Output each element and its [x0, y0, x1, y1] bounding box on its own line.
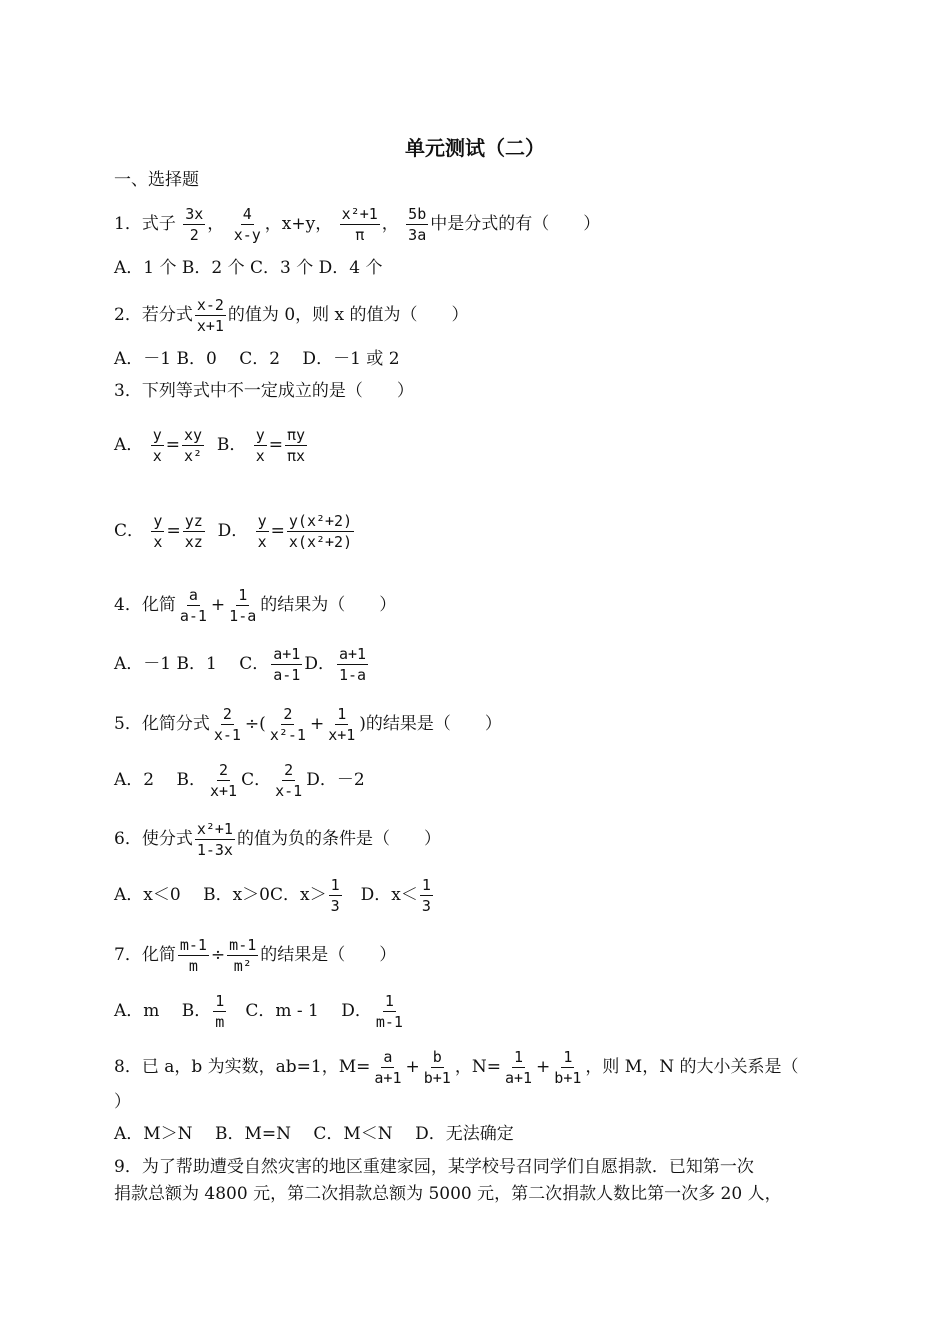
fraction: $\frac{m-1}{\text{m²}}$	[229, 936, 257, 975]
question-1: 1．式子 $\frac{3x}{2}$ ， $\frac{4}{x-y}$ ，x+y， $\frac{\text{x²+1}}{\pi}$ ， $\frac{5b}{3a}$ 中是分式的有（ ）	[114, 205, 601, 244]
fraction: $\frac{y}{x}$	[255, 426, 265, 465]
fraction: $\frac{1}{3}$	[421, 876, 431, 915]
fraction: $\frac{\text{x²+1}}{1-3x}$	[196, 820, 233, 859]
fraction: $\frac{\pi y}{\pi x}$	[287, 426, 306, 465]
fraction: $\frac{4}{x-y}$	[233, 205, 261, 244]
question-7: 7．化简 $\frac{m-1}{m}$ ÷ $\frac{m-1}{\text{m²}}$ 的结果是（ ）	[114, 936, 397, 975]
question-7-options: A．m B． $\frac{1}{m}$ C．m - 1 D． $\frac{1}{m-1}$	[114, 992, 403, 1031]
fraction: $\frac{1}{m-1}$	[375, 992, 403, 1031]
fraction: $\frac{1}{x+1}$	[328, 705, 356, 744]
fraction: $\frac{1}{b+1}$	[554, 1048, 582, 1087]
question-8-options: A．M＞N B．M=N C．M＜N D．无法确定	[114, 1124, 514, 1144]
fraction: $\frac{1}{a+1}$	[504, 1048, 533, 1087]
question-6-options: A．x＜0 B．x＞0C．x＞ $\frac{1}{3}$ D．x＜ $\frac{1}{3}$	[114, 876, 431, 915]
fraction: $\frac{2}{x-1}$	[275, 761, 303, 800]
question-3-options-ab: A． $\frac{y}{x}$ = $\frac{xy}{\text{x²}}$ B． $\frac{y}{x}$ = $\frac{\pi y}{\pi x}$	[114, 426, 306, 465]
fraction: $\frac{y}{x}$	[153, 512, 163, 551]
fraction: $\frac{5b}{3a}$	[408, 205, 427, 244]
fraction: $\frac{3x}{2}$	[185, 205, 204, 244]
question-5-options: A．2 B． $\frac{2}{x+1}$ C． $\frac{2}{x-1}$ D．－2	[114, 761, 365, 800]
fraction: $\frac{y}{x}$	[152, 426, 162, 465]
fraction: $\frac{a}{a-1}$	[179, 586, 207, 625]
fraction: $\frac{xy}{\text{x²}}$	[183, 426, 203, 465]
fraction: $\frac{\text{x²+1}}{\pi}$	[341, 205, 378, 244]
question-8-wrap: ）	[114, 1092, 131, 1112]
fraction: $\frac{1}{m}$	[215, 992, 225, 1031]
question-3: 3．下列等式中不一定成立的是（ ）	[114, 381, 414, 401]
fraction: $\frac{2}{x+1}$	[210, 761, 238, 800]
fraction: $\frac{2}{x-1}$	[213, 705, 241, 744]
fraction: $\frac{a+1}{a-1}$	[273, 645, 301, 684]
fraction: $\frac{1}{3}$	[330, 876, 340, 915]
fraction: $\frac{yz}{xz}$	[184, 512, 203, 551]
question-2: 2．若分式 $\frac{x-2}{x+1}$ 的值为 0，则 x 的值为（ ）	[114, 296, 469, 335]
fraction: $\frac{y}{x}$	[257, 512, 267, 551]
fraction: $\frac{b}{b+1}$	[423, 1048, 451, 1087]
question-9-line-2: 捐款总额为 4800 元，第二次捐款总额为 5000 元，第二次捐款人数比第一次多 20 人，	[114, 1184, 782, 1204]
question-4: 4．化简 $\frac{a}{a-1}$ + $\frac{1}{1-a}$ 的结果为（ ）	[114, 586, 397, 625]
question-6: 6．使分式 $\frac{\text{x²+1}}{1-3x}$ 的值为负的条件是（ ）	[114, 820, 441, 859]
fraction: $\frac{2}{\text{x²-1}}$	[269, 705, 306, 744]
question-5: 5．化简分式 $\frac{2}{x-1}$ ÷( $\frac{2}{\text{x²-1}}$ + $\frac{1}{x+1}$ )的结果是（ ）	[114, 705, 502, 744]
question-4-options: A．－1 B．1 C． $\frac{a+1}{a-1}$ D． $\frac{a+1}{1-a}$	[114, 645, 367, 684]
fraction: $\frac{1}{1-a}$	[229, 586, 257, 625]
question-8: 8．已 a，b 为实数，ab=1，M= $\frac{a}{a+1}$ + $\frac{b}{b+1}$ ，N= $\frac{1}{a+1}$ + $\frac{1}{b+1}$ ，则 M，N 的大小关系是（	[114, 1048, 799, 1087]
fraction: $\frac{x-2}{x+1}$	[196, 296, 224, 335]
fraction: $\frac{m-1}{m}$	[179, 936, 207, 975]
question-9-line-1: 9．为了帮助遭受自然灾害的地区重建家园，某学校号召同学们自愿捐款．已知第一次	[114, 1157, 754, 1177]
page-title: 单元测试（二）	[405, 136, 545, 160]
fraction: $\frac{\text{y(x²+2)}}{\text{x(x²+2)}}$	[288, 512, 353, 551]
question-3-options-cd: C． $\frac{y}{x}$ = $\frac{yz}{xz}$ D． $\frac{y}{x}$ = $\frac{\text{y(x²+2)}}{\text{x(x²+2)}}$	[114, 512, 353, 551]
question-1-options: A．1 个 B．2 个 C．3 个 D．4 个	[114, 258, 383, 278]
section-heading: 一、选择题	[114, 170, 199, 190]
fraction: $\frac{a+1}{1-a}$	[338, 645, 367, 684]
fraction: $\frac{a}{a+1}$	[374, 1048, 402, 1087]
question-2-options: A．－1 B．0 C．2 D．－1 或 2	[114, 349, 400, 369]
